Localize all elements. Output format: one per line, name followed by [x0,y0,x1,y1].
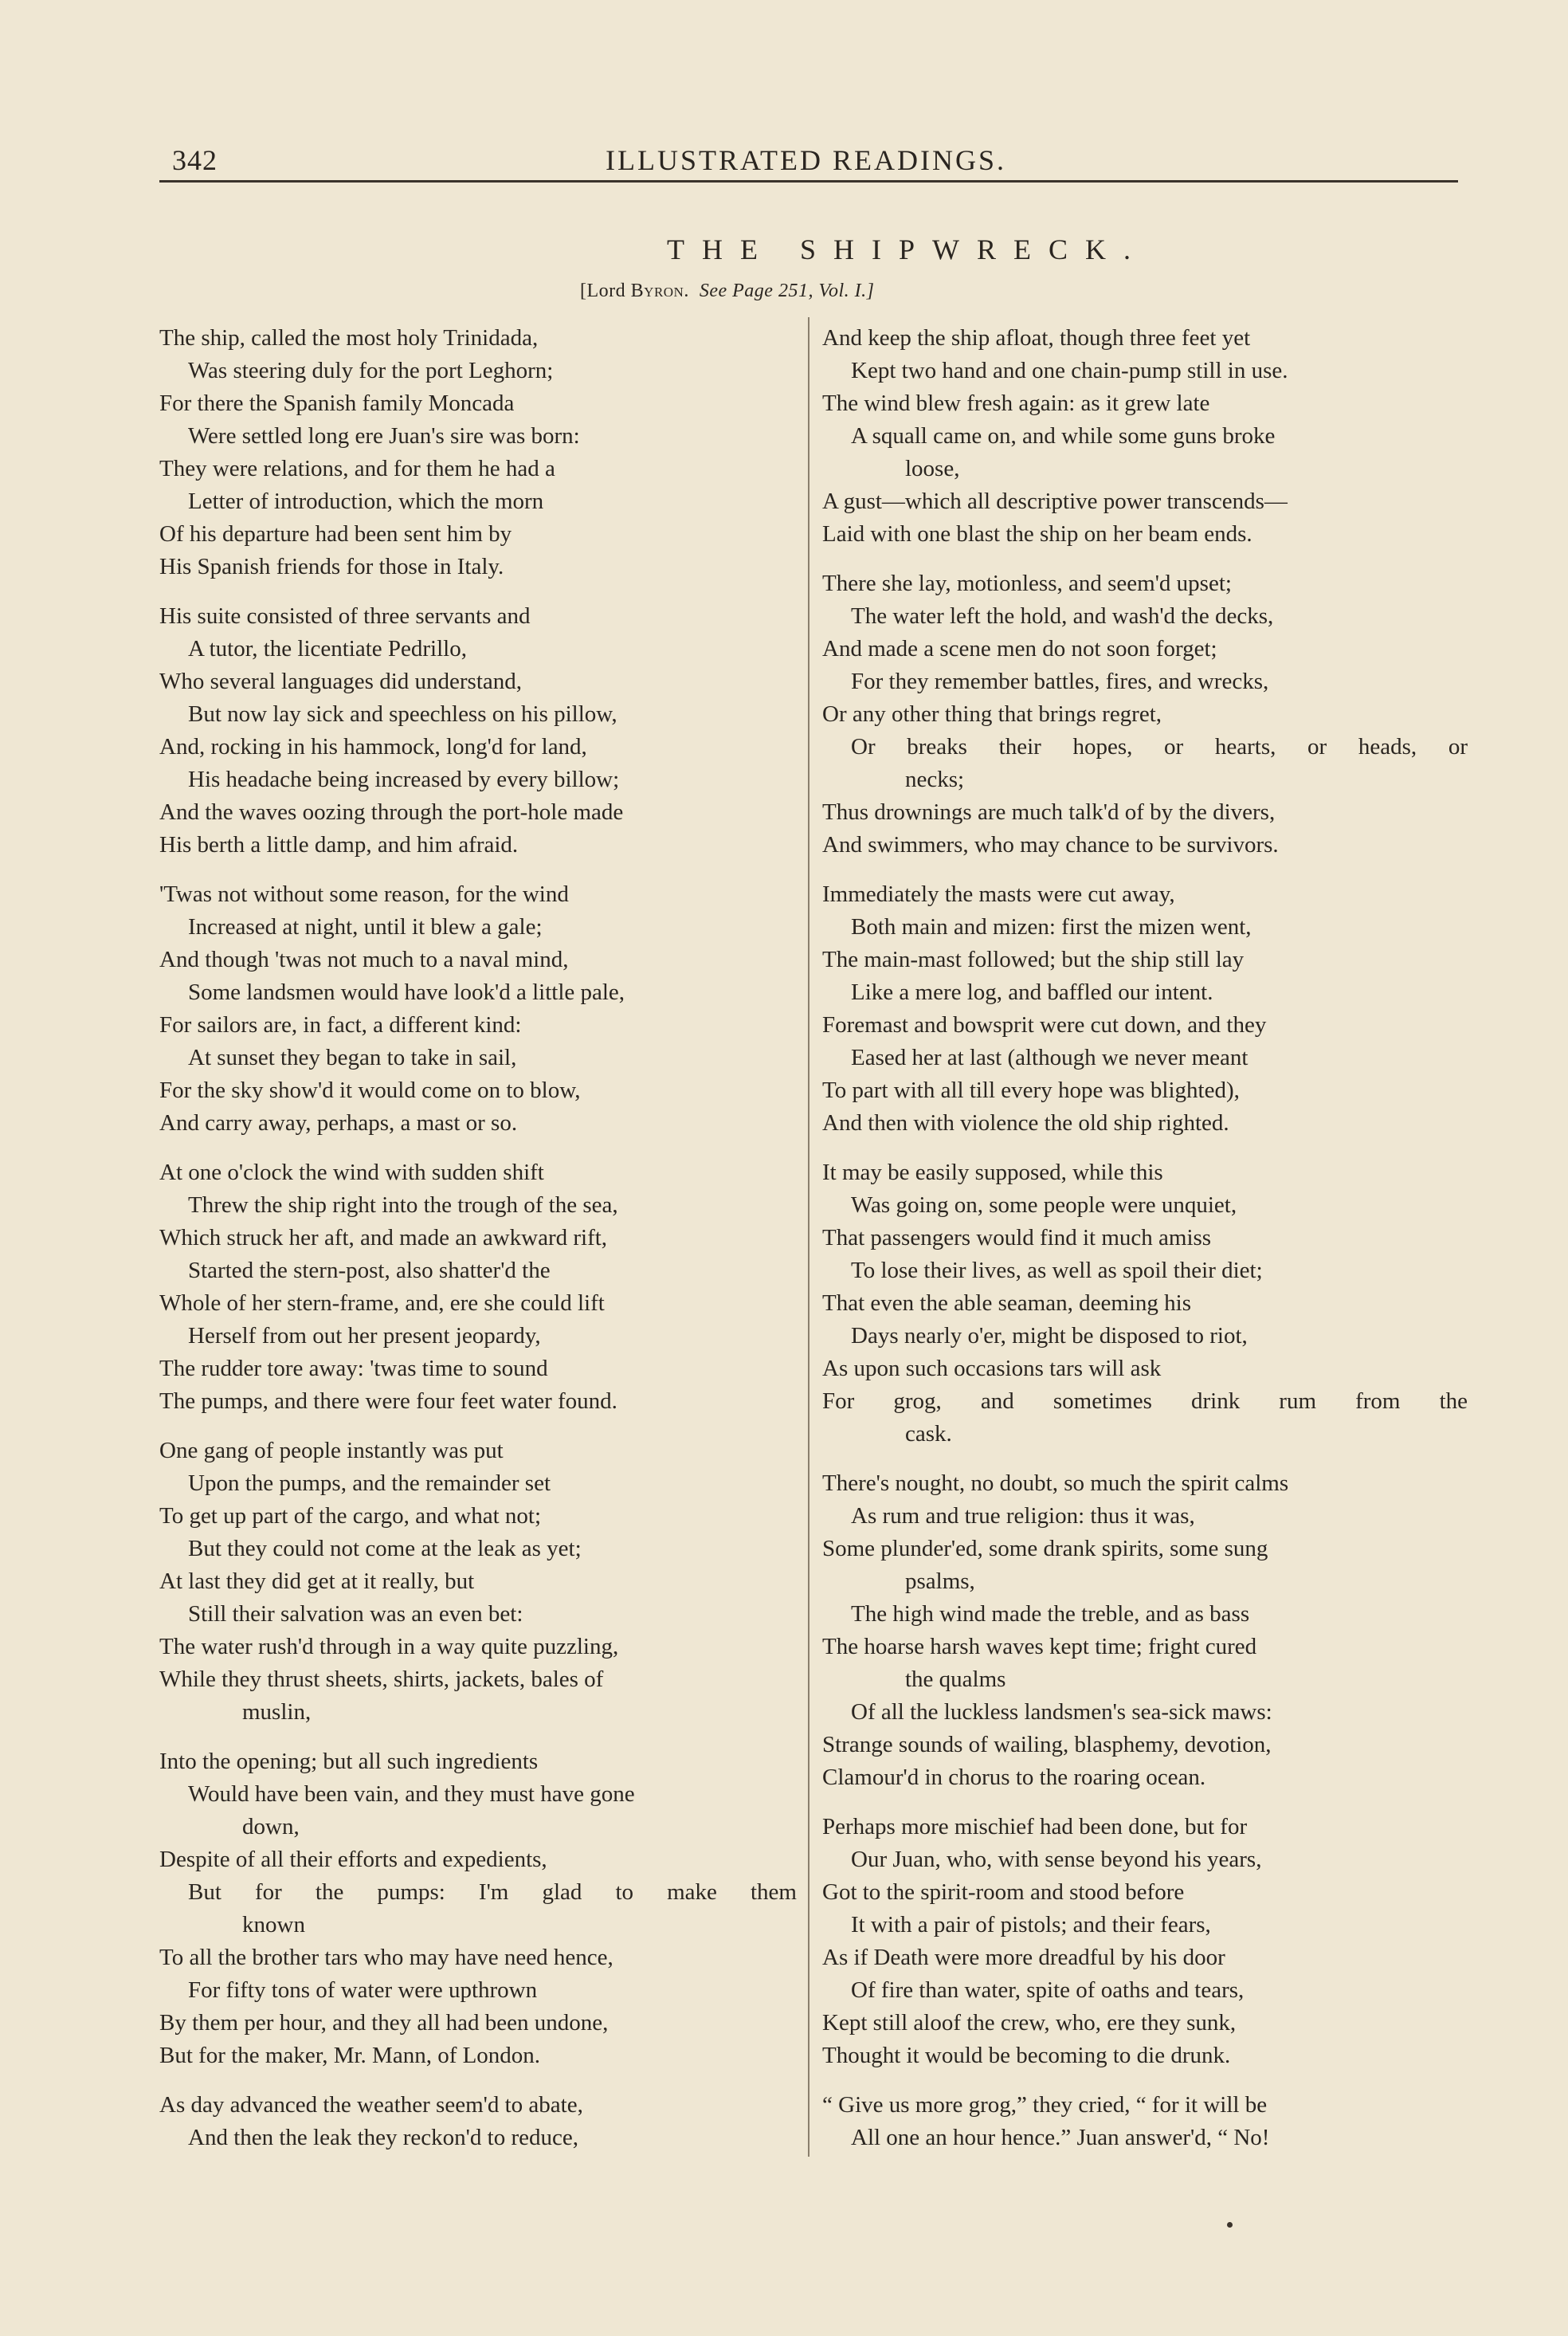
stanza [159,1156,797,1418]
poem-line: Started the stern-post, also shatter'd the [188,1258,551,1283]
poem-line: Eased her at last (although we never meant [851,1045,1249,1070]
poem-line: Days nearly o'er, might be disposed to riot, [851,1323,1248,1349]
poem-line: Was going on, some people were unquiet, [851,1192,1237,1218]
poem-line: Of all the luckless landsmen's sea-sick maws: [851,1699,1272,1725]
poem-line: Or breaks their hopes, or hearts, or heads, or [851,734,1468,760]
poem-line: And swimmers, who may chance to be survivors. [822,832,1279,858]
left-column [159,322,797,2171]
poem-line: Was steering duly for the port Leghorn; [188,358,554,383]
stanza [159,1745,797,2072]
poem-line: Like a mere log, and baffled our intent. [851,980,1213,1005]
poem-line: As rum and true religion: thus it was, [851,1503,1195,1529]
poem-line: There she lay, motionless, and seem'd upset; [822,571,1232,596]
poem-line: A tutor, the licentiate Pedrillo, [188,636,467,662]
poem-line: Some landsmen would have look'd a little pale, [188,980,625,1005]
poem-line: For fifty tons of water were upthrown [188,1977,538,2003]
poem-line: For there the Spanish family Moncada [159,391,515,416]
poem-line: “ Give us more grog,” they cried, “ for it will be [822,2092,1268,2118]
attribution-author: Byron. [630,281,689,301]
poem-line: By them per hour, and they all had been undone, [159,2010,609,2036]
poem-line: And the waves oozing through the port-hole made [159,799,624,825]
stanza [159,322,797,583]
poem-line: At last they did get at it really, but [159,1568,475,1594]
poem-line: And then the leak they reckon'd to reduce, [188,2125,578,2150]
poem-line: As if Death were more dreadful by his door [822,1945,1225,1970]
poem-title: THE SHIPWRECK. [667,234,1148,265]
poem-line: His Spanish friends for those in Italy. [159,554,504,579]
poem-line: 'Twas not without some reason, for the wind [159,881,569,907]
poem-line: A gust—which all descriptive power transcends— [822,489,1288,514]
poem-line: At sunset they began to take in sail, [188,1045,517,1070]
poem-line: Upon the pumps, and the remainder set [188,1470,551,1496]
poem-line: Perhaps more mischief had been done, but for [822,1814,1248,1839]
running-head: ILLUSTRATED READINGS. [606,144,1006,176]
poem-line: At one o'clock the wind with sudden shift [159,1160,544,1185]
poem-line: For sailors are, in fact, a different kind: [159,1012,522,1038]
poem-line: Foremast and bowsprit were cut down, and they [822,1012,1267,1038]
poem-line: Despite of all their efforts and expedients, [159,1847,547,1872]
column-divider [808,317,809,2157]
poem-line: And though 'twas not much to a naval mind, [159,947,569,972]
poem-line: To lose their lives, as well as spoil their diet; [851,1258,1263,1283]
poem-line: The ship, called the most holy Trinidada, [159,325,539,351]
poem-line: For the sky show'd it would come on to blow, [159,1078,581,1103]
poem-line: The rudder tore away: 'twas time to sound [159,1356,548,1381]
poem-line: The wind blew fresh again: as it grew late [822,391,1210,416]
poem-line: And carry away, perhaps, a mast or so. [159,1110,518,1136]
poem-line: Of fire than water, spite of oaths and tears, [851,1977,1245,2003]
poem-line: Got to the spirit-room and stood before [822,1879,1185,1905]
poem-line: One gang of people instantly was put [159,1438,504,1463]
stanza [822,1811,1468,2072]
poem-line: His berth a little damp, and him afraid. [159,832,519,858]
poem-line: The hoarse harsh waves kept time; fright cured [822,1634,1257,1659]
poem-line: All one an hour hence.” Juan answer'd, “ No! [851,2125,1270,2150]
poem-line: Some plunder'ed, some drank spirits, some sung [822,1536,1268,1561]
poem-line: That even the able seaman, deeming his [822,1290,1192,1316]
poem-line: necks; [905,767,965,792]
stanza [822,878,1468,1140]
poem-line: Both main and mizen: first the mizen went, [851,914,1252,940]
poem-line: As upon such occasions tars will ask [822,1356,1162,1381]
poem-line: As day advanced the weather seem'd to abate, [159,2092,583,2118]
poem-line: To part with all till every hope was blighted), [822,1078,1240,1103]
poem-line: And made a scene men do not soon forget; [822,636,1217,662]
poem-line: Our Juan, who, with sense beyond his years, [851,1847,1262,1872]
poem-line: known [242,1912,305,1938]
right-column [822,322,1468,2171]
stanza [159,1435,797,1729]
stanza [822,1156,1468,1451]
poem-line: Still their salvation was an even bet: [188,1601,523,1627]
poem-line: Which struck her aft, and made an awkward rift, [159,1225,608,1250]
poem-line: loose, [905,456,960,481]
attribution-open: [Lord [580,281,631,301]
poem-line: While they thrust sheets, shirts, jackets, bales of [159,1667,604,1692]
poem-line: Or any other thing that brings regret, [822,701,1162,727]
poem-line: To get up part of the cargo, and what not; [159,1503,542,1529]
poem-line: And then with violence the old ship righted. [822,1110,1229,1136]
poem-line: Letter of introduction, which the morn [188,489,544,514]
poem-line: Would have been vain, and they must have gone [188,1781,635,1807]
poem-line: psalms, [905,1568,975,1594]
poem-line: And, rocking in his hammock, long'd for land, [159,734,587,760]
poem-line: They were relations, and for them he had a [159,456,555,481]
poem-line: cask. [905,1421,952,1447]
poem-line: Kept still aloof the crew, who, ere they sunk, [822,2010,1237,2036]
poem-line: muslin, [242,1699,312,1725]
poem-line: A squall came on, and while some guns broke [851,423,1276,449]
poem-line: Laid with one blast the ship on her beam ends. [822,521,1252,547]
poem-line: That passengers would find it much amiss [822,1225,1212,1250]
poem-line: His headache being increased by every billow; [188,767,620,792]
poem-attribution [580,281,874,302]
poem-line: But for the pumps: I'm glad to make them [188,1879,797,1905]
poem-line: Increased at night, until it blew a gale; [188,914,543,940]
page-number: 342 [172,144,218,176]
poem-line: It with a pair of pistols; and their fears, [851,1912,1211,1938]
poem-line: It may be easily supposed, while this [822,1160,1163,1185]
poem-line: But for the maker, Mr. Mann, of London. [159,2043,541,2068]
poem-line: Of his departure had been sent him by [159,521,512,547]
page-header [159,143,1458,183]
poem-line: For grog, and sometimes drink rum from the [822,1388,1468,1414]
poem-line: Herself from out her present jeopardy, [188,1323,541,1349]
poem-line: His suite consisted of three servants and [159,603,531,629]
poem-line: down, [242,1814,300,1839]
poem-line: Kept two hand and one chain-pump still in use. [851,358,1288,383]
poem-line: Thus drownings are much talk'd of by the divers, [822,799,1276,825]
poem-line: The pumps, and there were four feet water found. [159,1388,617,1414]
poem-line: Into the opening; but all such ingredients [159,1749,539,1774]
poem-line: Whole of her stern-frame, and, ere she could lift [159,1290,605,1316]
poem-line: And keep the ship afloat, though three feet yet [822,325,1251,351]
poem-line: Thought it would be becoming to die drunk. [822,2043,1231,2068]
stanza [822,567,1468,862]
poem-line: Immediately the masts were cut away, [822,881,1175,907]
poem-line: For they remember battles, fires, and wrecks, [851,669,1269,694]
poem-line: Threw the ship right into the trough of the sea, [188,1192,618,1218]
poem-line: The water left the hold, and wash'd the decks, [851,603,1274,629]
stanza [822,1467,1468,1794]
poem-line: To all the brother tars who may have need hence, [159,1945,613,1970]
poem-line: The high wind made the treble, and as bass [851,1601,1250,1627]
poem-line: But now lay sick and speechless on his pillow, [188,701,617,727]
poem-line: the qualms [905,1667,1006,1692]
stanza [159,2089,797,2154]
poem-line: There's nought, no doubt, so much the spirit calms [822,1470,1289,1496]
stanza [822,2089,1468,2154]
poem-line: The main-mast followed; but the ship still lay [822,947,1245,972]
poem-line: Clamour'd in chorus to the roaring ocean. [822,1765,1206,1790]
poem-line: But they could not come at the leak as yet; [188,1536,582,1561]
stanza [159,600,797,862]
poem-line: Were settled long ere Juan's sire was born: [188,423,580,449]
poem-line: The water rush'd through in a way quite puzzling, [159,1634,619,1659]
stanza [159,878,797,1140]
poem-line: Who several languages did understand, [159,669,522,694]
poem-line: Strange sounds of wailing, blasphemy, devotion, [822,1732,1272,1757]
attribution-reference: See Page 251, Vol. I.] [699,281,875,301]
stanza [822,322,1468,551]
page-mark [1227,2222,1233,2228]
